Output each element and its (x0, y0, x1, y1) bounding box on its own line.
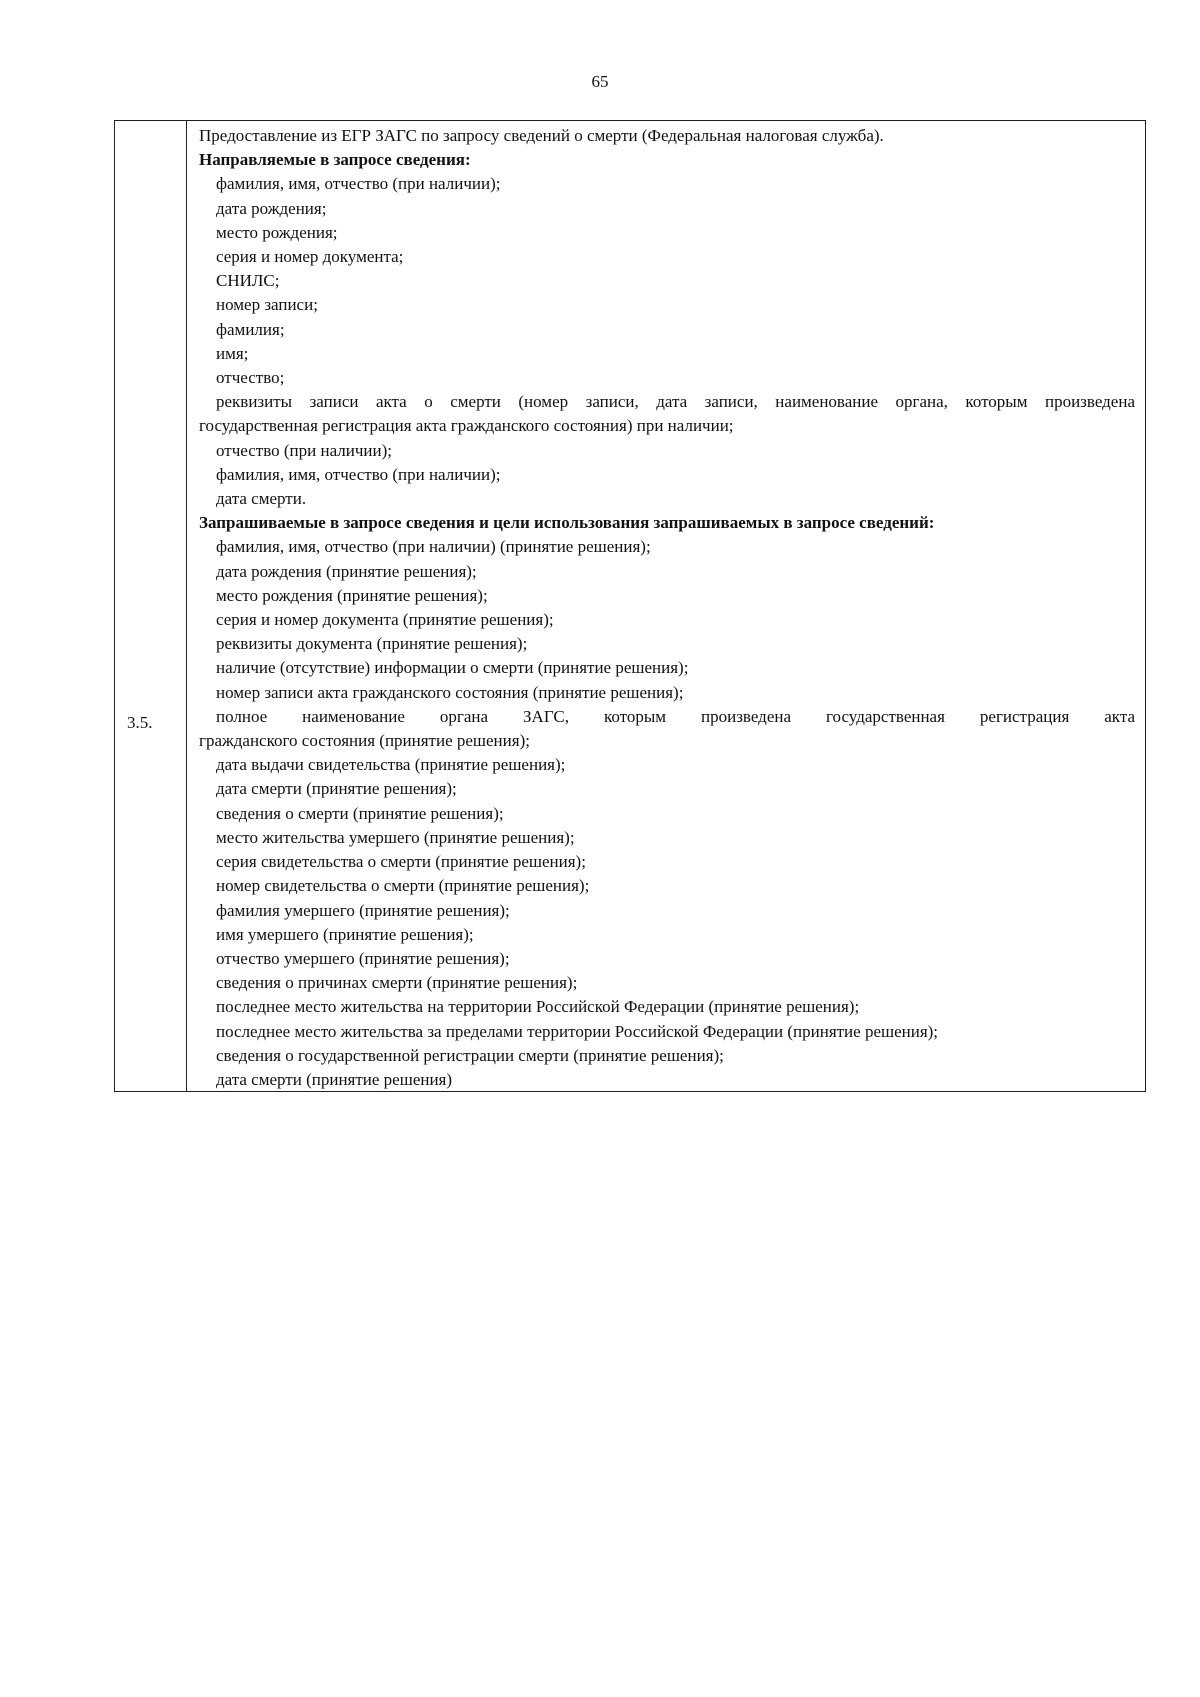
list-item-long-line1: полное наименование органа ЗАГС, которым произведена государственная регистрация акта (216, 706, 1135, 726)
list-item: место жительства умершего (принятие решения); (216, 827, 575, 847)
document-table (114, 120, 1146, 1092)
list-item: сведения о причинах смерти (принятие решения); (216, 973, 578, 993)
list-item: СНИЛС; (216, 271, 280, 291)
list-item-long-line1: реквизиты записи акта о смерти (номер записи, дата записи, наименование органа, которым произведена (216, 392, 1135, 412)
page-number: 65 (591, 72, 609, 91)
list-item: дата рождения; (216, 198, 327, 218)
requested-heading: Запрашиваемые в запросе сведения и цели использования запрашиваемых в запросе сведений: (199, 513, 935, 533)
list-item: место рождения (принятие решения); (216, 585, 488, 605)
list-item: отчество (при наличии); (216, 440, 392, 460)
list-item: серия и номер документа (принятие решения); (216, 610, 554, 630)
list-item: фамилия, имя, отчество (при наличии); (216, 464, 501, 484)
list-item: серия и номер документа; (216, 247, 404, 267)
list-item: номер свидетельства о смерти (принятие решения); (216, 876, 590, 896)
list-item: фамилия, имя, отчество (при наличии); (216, 174, 501, 194)
row-title: Предоставление из ЕГР ЗАГС по запросу сведений о смерти (Федеральная налоговая служба). (199, 126, 884, 145)
list-item: номер записи акта гражданского состояния (принятие решения); (216, 682, 684, 702)
list-item: сведения о смерти (принятие решения); (216, 803, 504, 823)
list-item: отчество умершего (принятие решения); (216, 948, 510, 968)
list-item: последнее место жительства за пределами территории Российской Федерации (принятие решения); (216, 1021, 939, 1041)
list-item: последнее место жительства на территории Российской Федерации (принятие решения); (216, 997, 860, 1017)
row-number-cell (115, 121, 187, 1091)
row-content-cell (187, 121, 1145, 1091)
list-item-long-line2: гражданского состояния (принятие решения); (199, 731, 530, 751)
list-item: отчество; (216, 368, 285, 388)
list-item: имя; (216, 343, 249, 363)
list-item-long-line2: государственная регистрация акта гражданского состояния) при наличии; (199, 416, 734, 436)
list-item: серия свидетельства о смерти (принятие решения); (216, 852, 586, 872)
list-item: дата смерти (принятие решения) (216, 1069, 453, 1089)
list-item: фамилия умершего (принятие решения); (216, 900, 510, 920)
list-item: фамилия; (216, 319, 285, 339)
row-number: 3.5. (127, 713, 153, 732)
list-item: дата выдачи свидетельства (принятие решения); (216, 755, 566, 775)
list-item: сведения о государственной регистрации смерти (принятие решения); (216, 1045, 724, 1065)
list-item: дата рождения (принятие решения); (216, 561, 477, 581)
list-item: дата смерти (принятие решения); (216, 779, 457, 799)
list-item: фамилия, имя, отчество (при наличии) (принятие решения); (216, 537, 651, 557)
list-item: реквизиты документа (принятие решения); (216, 634, 528, 654)
list-item: наличие (отсутствие) информации о смерти (принятие решения); (216, 658, 689, 678)
list-item: имя умершего (принятие решения); (216, 924, 474, 944)
list-item: дата смерти. (216, 489, 307, 509)
list-item: номер записи; (216, 295, 318, 315)
sent-heading: Направляемые в запросе сведения: (199, 150, 471, 170)
list-item: место рождения; (216, 222, 338, 242)
